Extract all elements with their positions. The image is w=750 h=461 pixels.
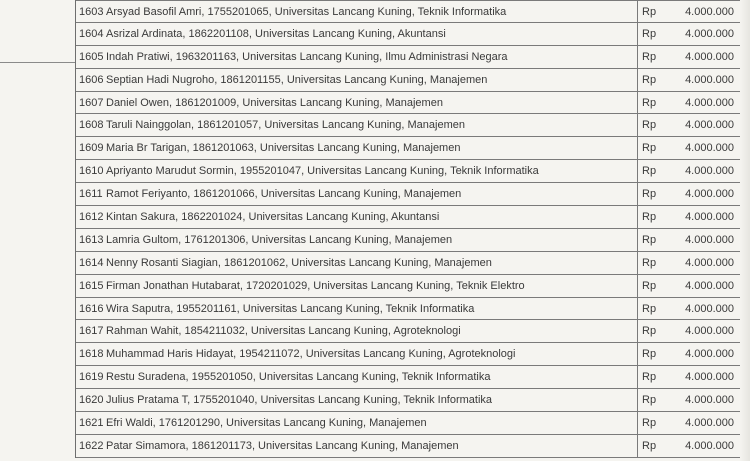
table-row <box>76 23 741 46</box>
table-row <box>76 389 741 412</box>
table-row <box>76 298 741 321</box>
table-row <box>76 435 741 458</box>
row-number: 1604 <box>79 27 104 40</box>
currency-label: Rp <box>637 160 685 182</box>
amount-value: 4.000.000 <box>685 119 734 132</box>
row-number: 1618 <box>79 348 104 361</box>
recipient-description: Julius Pratama T, 1755201040, Universitas Lancang Kuning, Teknik Informatika <box>106 394 493 407</box>
row-number: 1622 <box>79 439 104 452</box>
amount-value: 4.000.000 <box>685 256 734 269</box>
amount-value: 4.000.000 <box>685 394 734 407</box>
recipient-description: Muhammad Haris Hidayat, 1954211072, Universitas Lancang Kuning, Agroteknologi <box>106 348 516 361</box>
row-number: 1607 <box>79 96 104 109</box>
currency-label: Rp <box>637 1 685 22</box>
recipient-description: Wira Saputra, 1955201161, Universitas Lancang Kuning, Teknik Informatika <box>106 302 475 315</box>
recipient-description: Kintan Sakura, 1862201024, Universitas Lancang Kuning, Akuntansi <box>106 211 440 224</box>
currency-label: Rp <box>637 435 685 457</box>
row-number: 1611 <box>79 188 103 201</box>
currency-label: Rp <box>637 389 685 411</box>
recipient-description: Daniel Owen, 1861201009, Universitas Lancang Kuning, Manajemen <box>106 96 443 109</box>
row-number: 1614 <box>79 256 104 269</box>
amount-value: 4.000.000 <box>685 233 734 246</box>
table-row <box>76 366 741 389</box>
row-number: 1608 <box>79 119 104 132</box>
amount-value: 4.000.000 <box>685 27 734 40</box>
table-row <box>76 320 741 343</box>
recipient-description: Asrizal Ardinata, 1862201108, Universitas Lancang Kuning, Akuntansi <box>106 27 446 40</box>
table-row <box>76 160 741 183</box>
recipient-description: Firman Jonathan Hutabarat, 1720201029, Universitas Lancang Kuning, Teknik Elektro <box>106 279 525 292</box>
amount-value: 4.000.000 <box>685 371 734 384</box>
recipient-description: Lamria Gultom, 1761201306, Universitas Lancang Kuning, Manajemen <box>106 233 453 246</box>
amount-value: 4.000.000 <box>685 211 734 224</box>
currency-label: Rp <box>637 92 685 114</box>
amount-value: 4.000.000 <box>685 50 734 63</box>
currency-label: Rp <box>637 114 685 136</box>
recipients-table <box>75 0 742 458</box>
recipient-description: Ramot Feriyanto, 1861201066, Universitas Lancang Kuning, Manajemen <box>106 188 462 201</box>
recipient-description: Patar Simamora, 1861201173, Universitas Lancang Kuning, Manajemen <box>106 439 459 452</box>
amount-value: 4.000.000 <box>685 73 734 86</box>
row-number: 1603 <box>79 6 104 18</box>
amount-value: 4.000.000 <box>685 96 734 109</box>
currency-label: Rp <box>637 137 685 159</box>
amount-value: 4.000.000 <box>685 279 734 292</box>
row-number: 1605 <box>79 50 104 63</box>
table-row <box>76 92 741 115</box>
recipient-description: Efri Waldi, 1761201290, Universitas Lancang Kuning, Manajemen <box>106 417 427 430</box>
row-number: 1621 <box>79 417 104 430</box>
table-row <box>76 412 741 435</box>
row-number: 1612 <box>79 211 104 224</box>
currency-label: Rp <box>637 252 685 274</box>
currency-label: Rp <box>637 343 685 365</box>
row-number: 1609 <box>79 142 104 155</box>
recipient-description: Indah Pratiwi, 1963201163, Universitas Lancang Kuning, Ilmu Administrasi Negara <box>106 50 508 63</box>
currency-label: Rp <box>637 69 685 91</box>
recipient-description: Rahman Wahit, 1854211032, Universitas Lancang Kuning, Agroteknologi <box>106 325 461 338</box>
recipient-description: Taruli Nainggolan, 1861201057, Universitas Lancang Kuning, Manajemen <box>106 119 465 132</box>
amount-value: 4.000.000 <box>685 188 734 201</box>
amount-value: 4.000.000 <box>685 348 734 361</box>
table-row <box>76 229 741 252</box>
page-edge-shadow <box>740 0 750 461</box>
table-row <box>76 206 741 229</box>
table-row <box>76 183 741 206</box>
currency-label: Rp <box>637 183 685 205</box>
currency-label: Rp <box>637 23 685 45</box>
amount-value: 4.000.000 <box>685 325 734 338</box>
table-row <box>76 46 741 69</box>
recipient-description: Nenny Rosanti Siagian, 1861201062, Universitas Lancang Kuning, Manajemen <box>106 256 492 269</box>
currency-label: Rp <box>637 366 685 388</box>
row-number: 1620 <box>79 394 104 407</box>
recipient-description: Septian Hadi Nugroho, 1861201155, Universitas Lancang Kuning, Manajemen <box>106 73 488 86</box>
recipient-description: Arsyad Basofil Amri, 1755201065, Universitas Lancang Kuning, Teknik Informatika <box>106 6 507 18</box>
row-number: 1615 <box>79 279 104 292</box>
currency-label: Rp <box>637 298 685 320</box>
row-divider-margin <box>0 62 75 63</box>
amount-value: 4.000.000 <box>685 439 734 452</box>
row-number: 1613 <box>79 233 104 246</box>
amount-value: 4.000.000 <box>685 417 734 430</box>
currency-label: Rp <box>637 412 685 434</box>
table-row <box>76 343 741 366</box>
amount-value: 4.000.000 <box>685 6 734 18</box>
amount-value: 4.000.000 <box>685 142 734 155</box>
table-row <box>76 137 741 160</box>
amount-value: 4.000.000 <box>685 165 734 178</box>
currency-label: Rp <box>637 275 685 297</box>
row-number: 1616 <box>79 302 104 315</box>
row-number: 1617 <box>79 325 104 338</box>
currency-label: Rp <box>637 46 685 68</box>
currency-label: Rp <box>637 229 685 251</box>
row-number: 1606 <box>79 73 104 86</box>
table-row <box>76 275 741 298</box>
row-number: 1619 <box>79 371 104 384</box>
amount-value: 4.000.000 <box>685 302 734 315</box>
recipient-description: Maria Br Tarigan, 1861201063, Universitas Lancang Kuning, Manajemen <box>106 142 461 155</box>
recipient-description: Restu Suradena, 1955201050, Universitas Lancang Kuning, Teknik Informatika <box>106 371 491 384</box>
currency-label: Rp <box>637 320 685 342</box>
row-number: 1610 <box>79 165 104 178</box>
table-row <box>76 0 741 23</box>
table-row <box>76 252 741 275</box>
currency-label: Rp <box>637 206 685 228</box>
table-row <box>76 114 741 137</box>
table-row <box>76 69 741 92</box>
recipient-description: Apriyanto Marudut Sormin, 1955201047, Universitas Lancang Kuning, Teknik Informatika <box>106 165 539 178</box>
